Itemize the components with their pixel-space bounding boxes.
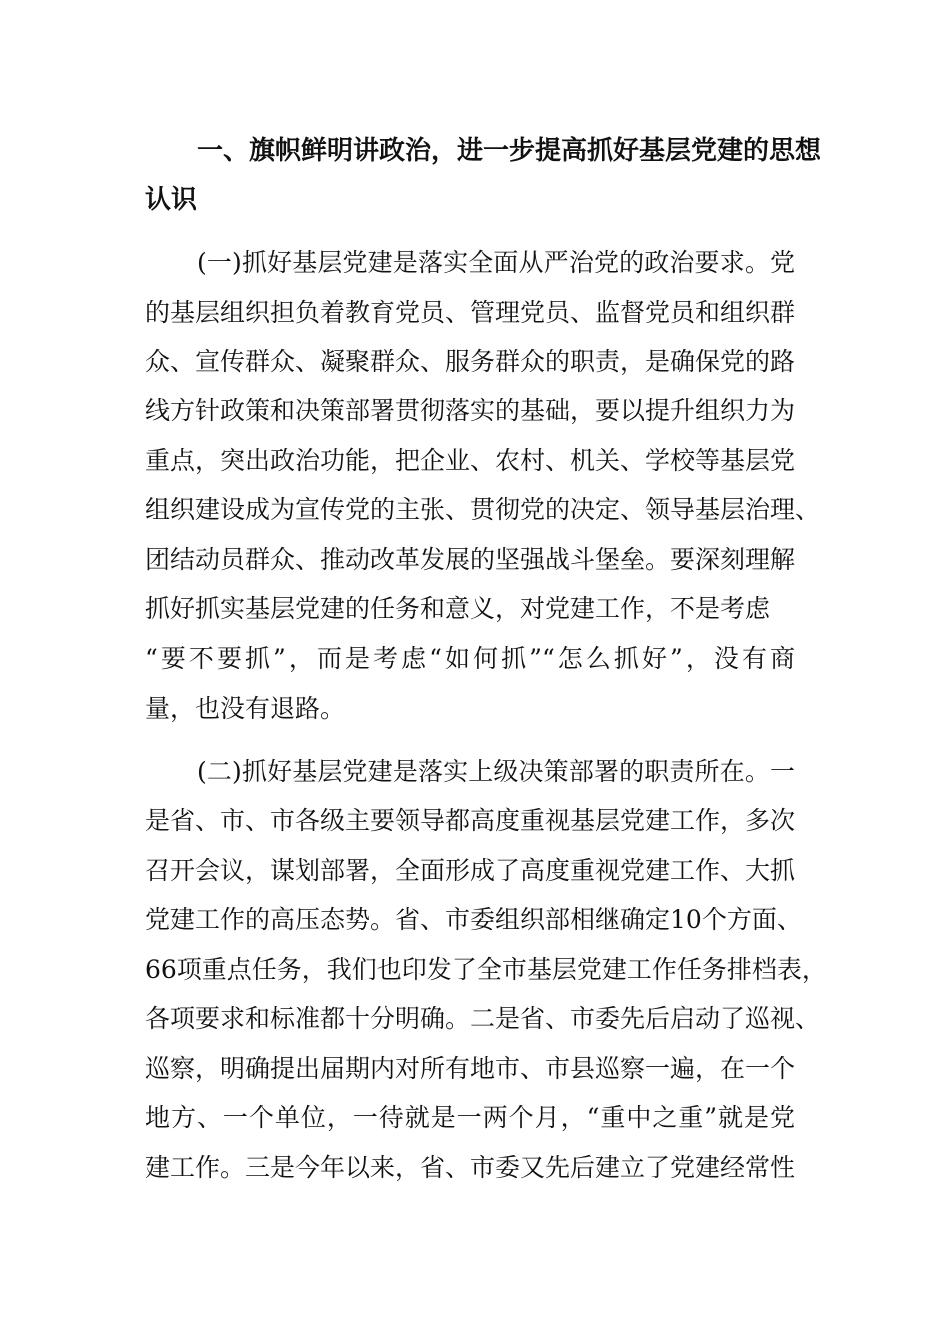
- paragraph-1-line-8: 抓好抓实基层党建的任务和意义，对党建工作，不是考虑: [145, 594, 771, 623]
- section-heading-line-1: 一、旗帜鲜明讲政治，进一步提高抓好基层党建的思想: [197, 136, 822, 166]
- paragraph-2-line-7: 巡察，明确提出届期内对所有地市、市县巡察一遍，在一个: [145, 1054, 796, 1083]
- paragraph-1-line-5: 重点，突出政治功能，把企业、农村、机关、学校等基层党: [145, 446, 796, 475]
- paragraph-2-line-9: 建工作。三是今年以来，省、市委又先后建立了党建经常性: [145, 1153, 796, 1182]
- paragraph-1-line-10: 量，也没有退路。: [145, 694, 346, 723]
- paragraph-1-line-1: (一)抓好基层党建是落实全面从严治党的政治要求。党: [197, 248, 795, 277]
- paragraph-2-line-3: 召开会议，谋划部署，全面形成了高度重视党建工作、大抓: [145, 856, 796, 885]
- paragraph-2-line-6: 各项要求和标准都十分明确。二是省、市委先后启动了巡视、: [145, 1004, 821, 1033]
- paragraph-1-line-4: 线方针政策和决策部署贯彻落实的基础，要以提升组织力为: [145, 396, 796, 425]
- paragraph-1-line-3: 众、宣传群众、凝聚群众、服务群众的职责，是确保党的路: [145, 347, 796, 376]
- paragraph-2-line-8: 地方、一个单位，一待就是一两个月，“重中之重”就是党: [145, 1103, 795, 1132]
- paragraph-2-line-2: 是省、市、市各级主要领导都高度重视基层党建工作，多次: [145, 806, 796, 835]
- paragraph-1-line-9: “要不要抓”，而是考虑“如何抓”“怎么抓好”，没有商: [145, 644, 795, 673]
- paragraph-2-line-5: 66项重点任务，我们也印发了全市基层党建工作任务排档表，: [145, 955, 827, 984]
- paragraph-1-line-2: 的基层组织担负着教育党员、管理党员、监督党员和组织群: [145, 298, 796, 327]
- paragraph-2-line-1: (二)抓好基层党建是落实上级决策部署的职责所在。一: [197, 757, 795, 786]
- paragraph-1-line-6: 组织建设成为宣传党的主张、贯彻党的决定、领导基层治理、: [145, 495, 821, 524]
- paragraph-2-line-4: 党建工作的高压态势。省、市委组织部相继确定10个方面、: [145, 905, 802, 934]
- section-heading-line-2: 认识: [145, 185, 198, 215]
- paragraph-1-line-7: 团结动员群众、推动改革发展的坚强战斗堡垒。要深刻理解: [145, 545, 796, 574]
